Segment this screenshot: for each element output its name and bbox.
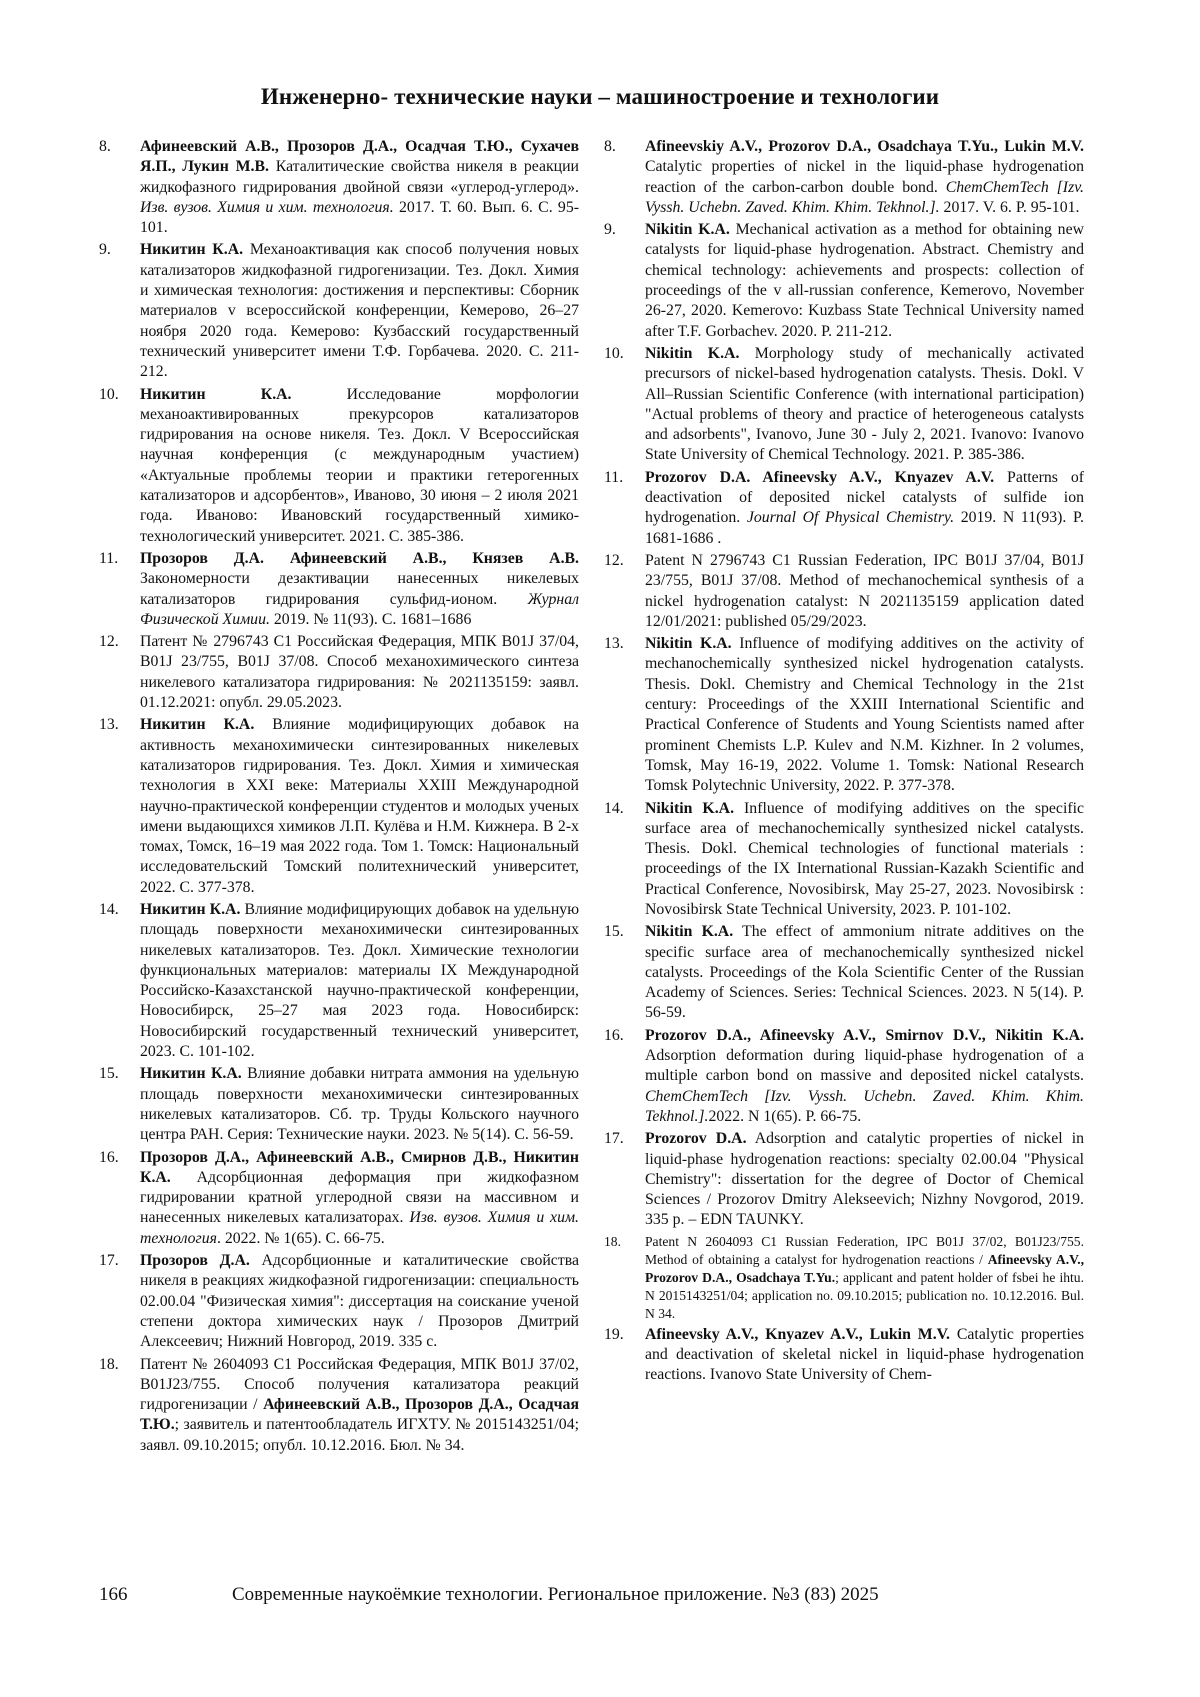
reference-segment: Adsorption deformation during liquid-phase hydrogenation of a multiple carbon bond on massive and deposited nickel catalysts. <box>645 1047 1084 1085</box>
reference-item <box>604 634 1084 796</box>
reference-authors: Nikitin K.A. <box>645 799 735 817</box>
reference-text <box>645 634 1084 796</box>
reference-number: 16. <box>604 1026 624 1044</box>
reference-segment: 2017. Т. 60. Вып. 6. С. 95-101. <box>140 198 579 237</box>
references-column-english <box>604 137 1084 1388</box>
reference-text <box>645 1129 1084 1230</box>
reference-item <box>604 1026 1084 1127</box>
reference-number: 15. <box>99 1065 119 1083</box>
reference-item <box>604 220 1084 342</box>
reference-source: Журнал Физической Химии. <box>140 590 579 628</box>
reference-number: 10. <box>604 344 624 362</box>
reference-text <box>645 137 1084 218</box>
reference-item <box>604 799 1084 921</box>
reference-segment: Адсорбционная деформация при жидкофазном гидрировании кратной углеродной связи на массивном и нанесенных никелевых катализаторах. <box>140 1168 579 1227</box>
reference-text <box>140 632 579 713</box>
journal-title: Современные наукоёмкие технологии. Региональное приложение. №3 (83) 2025 <box>232 1584 879 1605</box>
reference-text <box>645 1325 1084 1386</box>
reference-number: 9. <box>99 241 111 259</box>
reference-text <box>140 240 579 382</box>
reference-authors: Никитин К.А. <box>140 385 292 403</box>
reference-text <box>140 900 579 1062</box>
reference-text <box>140 549 579 630</box>
reference-authors: Nikitin K.A. <box>645 923 734 941</box>
reference-number: 19. <box>604 1325 624 1343</box>
reference-text <box>645 1233 1084 1323</box>
reference-text <box>645 468 1084 549</box>
reference-segment: Patent N 2604093 C1 Russian Federation, IPC B01J 37/02, B01J23/755. Method of obtaining a catalyst for hydrogenation reactions / <box>645 1233 1084 1267</box>
reference-text <box>140 1064 579 1145</box>
reference-number: 12. <box>604 551 624 569</box>
reference-text <box>645 220 1084 342</box>
reference-text <box>645 799 1084 921</box>
reference-item <box>604 344 1084 466</box>
reference-segment: 2019. N 11(93). P. 1681-1686 . <box>645 509 1084 547</box>
reference-segment: . 2022. № 1(65). С. 66-75. <box>216 1229 385 1247</box>
reference-number: 17. <box>99 1252 119 1270</box>
reference-segment: Исследование морфологии механоактивированных прекурсоров катализаторов гидрирования на основе никеля. Тез. Докл. V Всероссийская научная конференция (с международным участием) «Актуальные проблемы теории и практики гетерогенных катализаторов и адсорбентов», Иваново, 30 июня – 2 июля 2021 года. Иваново: Ивановский государственный химико-технологический университет. 2021. С. 385-386. <box>140 385 579 545</box>
reference-segment: Влияние модифицирующих добавок на активность механохимически синтезированных никелевых катализаторов гидрирования. Тез. Докл. Химия и химическая технология в XXI веке: Материалы XXIII Международной научно-практической конференции студентов и молодых ученых имени выдающихся химиков Л.П. Кулёва и Н.М. Кижнера. В 2-х томах, Томск, 16–19 мая 2022 года. Том 1. Томск: Национальный исследовательский Томский политехнический университет, 2022. С. 377-378. <box>140 716 579 896</box>
reference-authors: Афинеевский А.В., Прозоров Д.А., Осадчая Т.Ю. <box>140 1396 579 1434</box>
reference-segment: Influence of modifying additives on the activity of mechanochemically synthesized nickel hydrogenation catalysts. Thesis. Dokl. Chemistry and Chemical Technology in the 21st century: Proceedings of the XXIII International Scientific and Practical Conference of Students and Young Scientists named after prominent Chemists L.P. Kulev and N.M. Kizhner. In 2 volumes, Tomsk, May 16-19, 2022. Volume 1. Tomsk: National Research Tomsk Polytechnic University, 2022. P. 377-378. <box>645 635 1084 795</box>
reference-item <box>604 137 1084 218</box>
reference-segment: Механоактивация как способ получения новых катализаторов жидкофазной гидрогенизации. Тез. Докл. Химия и химическая технология: достижения и перспективы: Сборник материалов v всероссийской конференции, Кемерово, 26–27 ноября 2020 года. Кемерово: Кузбасский государственный технический университет имени Т.Ф. Горбачева. 2020. С. 211-212. <box>140 241 580 381</box>
reference-text <box>140 715 579 898</box>
reference-item <box>604 1129 1084 1230</box>
reference-number: 9. <box>604 221 616 239</box>
reference-text <box>645 1026 1084 1127</box>
reference-item <box>604 551 1084 632</box>
reference-source: Journal Of Physical Chemistry. <box>746 509 955 527</box>
page-number: 166 <box>99 1584 128 1605</box>
reference-segment: Адсорбционные и каталитические свойства никеля в реакциях жидкофазной гидрогенизации: специальность 02.00.04 "Физическая химия": диссертация на соискание ученой степени доктора химических наук / Прозоров Дмитрий Алексеевич; Нижний Новгород, 2019. 335 с. <box>140 1252 579 1351</box>
reference-authors: Никитин К.А. <box>140 900 241 918</box>
reference-authors: Nikitin K.A. <box>645 221 730 239</box>
reference-number: 14. <box>604 799 624 817</box>
reference-authors: Прозоров Д.А. <box>140 1252 250 1270</box>
reference-segment: ; applicant and patent holder of fsbei he ihtu. N 2015143251/04; application no. 09.10.2015; publication no. 10.12.2016. Bul. N 34. <box>645 1269 1084 1321</box>
reference-text <box>645 344 1084 466</box>
reference-item <box>99 137 579 238</box>
reference-authors: Nikitin K.A. <box>645 635 732 653</box>
reference-item <box>604 922 1084 1023</box>
reference-segment: Catalytic properties and deactivation of skeletal nickel in liquid-phase hydrogenation reactions. Ivanovo State University of Chem- <box>645 1325 1084 1384</box>
reference-authors: Никитин К.А. <box>140 716 255 734</box>
reference-text <box>140 1148 579 1249</box>
reference-segment: Каталитические свойства никеля в реакции жидкофазного гидрирования двойной связи «углерод-углерод». <box>140 158 579 196</box>
references-column-russian <box>99 137 579 1458</box>
reference-segment: Влияние добавки нитрата аммония на удельную площадь поверхности механохимически синтезированных никелевых катализаторов. Сб. тр. Труды Кольского научного центра РАН. Серия: Технические науки. 2023. № 5(14). С. 56-59. <box>140 1065 579 1144</box>
reference-number: 18. <box>99 1355 119 1373</box>
reference-authors: Nikitin K.A. <box>645 344 740 362</box>
reference-item <box>99 549 579 630</box>
reference-number: 13. <box>604 635 624 653</box>
reference-number: 18. <box>604 1233 621 1249</box>
reference-item <box>99 1355 579 1456</box>
reference-item <box>99 632 579 713</box>
reference-number: 16. <box>99 1148 119 1166</box>
reference-segment: 2019. № 11(93). С. 1681–1686 <box>269 610 472 628</box>
reference-segment: Патент № 2604093 C1 Российская Федерация, МПК B01J 37/02, B01J23/755. Способ получения катализатора реакций гидрогенизации / <box>140 1355 579 1414</box>
reference-source: ChemChemTech [Izv. Vyssh. Uchebn. Zaved. Khim. Khim. Tekhnol.]. <box>645 178 1085 216</box>
reference-text <box>140 137 579 238</box>
reference-authors: Афинеевский А.В., Прозоров Д.А., Осадчая Т.Ю., Сухачев Я.П., Лукин М.В. <box>140 138 579 176</box>
reference-source: Изв. вузов. Химия и хим. технология. <box>140 198 394 216</box>
reference-segment: Catalytic properties of nickel in the liquid-phase hydrogenation reaction of the carbon-carbon double bond. <box>645 158 1084 196</box>
reference-text <box>645 551 1084 632</box>
reference-authors: Afineevskiy A.V., Prozorov D.A., Osadchaya T.Yu., Lukin M.V. <box>645 138 1084 155</box>
reference-number: 15. <box>604 923 624 941</box>
reference-segment: 2022. N 1(65). P. 66-75. <box>708 1107 862 1125</box>
reference-item <box>99 1251 579 1352</box>
reference-number: 8. <box>604 138 616 155</box>
reference-segment: Mechanical activation as a method for obtaining new catalysts for liquid-phase hydrogenation. Abstract. Chemistry and chemical technology: achievements and prospects: collection of proceedings of the v all-russian conference, Kemerovo, November 26-27, 2020. Kemerovo: Kuzbass State Technical University named after T.F. Gorbachev. 2020. P. 211-212. <box>645 221 1084 340</box>
reference-segment: Influence of modifying additives on the specific surface area of mechanochemically synthesized nickel catalysts. Thesis. Dokl. Chemical technologies of functional materials : proceedings of the IX International Russian-Kazakh Scientific and Practical Conference, Novosibirsk, May 25-27, 2023. Novosibirsk : Novosibirsk State Technical University, 2023. P. 101-102. <box>645 799 1084 918</box>
reference-authors: Прозоров Д.А. Афинеевский А.В., Князев А.В. <box>140 549 579 567</box>
reference-item <box>99 715 579 898</box>
reference-source: Изв. вузов. Химия и хим. технология <box>140 1209 579 1247</box>
reference-text <box>140 1355 579 1456</box>
reference-authors: Afineevsky A.V., Prozorov D.A., Osadchaya T.Yu. <box>645 1251 1084 1285</box>
reference-text <box>140 1251 579 1352</box>
reference-item <box>99 240 579 382</box>
reference-segment: ; заявитель и патентообладатель ИГХТУ. № 2015143251/04; заявл. 09.10.2015; опубл. 10.12.2016. Бюл. № 34. <box>140 1416 579 1454</box>
reference-segment: Влияние модифицирующих добавок на удельную площадь поверхности механохимически синтезированных никелевых катализаторов. Тез. Докл. Химические технологии функциональных материалов: материалы IX Международной Российско-Казахстанской научно-практической конференции, Новосибирск, 25–27 мая 2023 года. Новосибирск: Новосибирский государственный технический университет, 2023. С. 101-102. <box>140 900 579 1061</box>
reference-authors: Никитин К.А. <box>140 1065 242 1083</box>
reference-authors: Прозоров Д.А., Афинеевский А.В., Смирнов Д.В., Никитин К.А. <box>140 1148 579 1186</box>
reference-text <box>140 385 579 547</box>
reference-segment: Patterns of deactivation of deposited nickel catalysts of sulfide ion hydrogenation. <box>645 468 1085 527</box>
reference-number: 8. <box>99 138 111 155</box>
reference-segment: Патент № 2796743 C1 Российская Федерация, МПК B01J 37/04, B01J 23/755, B01J 37/08. Способ механохимического синтеза никелевого катализатора гидрирования: № 2021135159: заявл. 01.12.2021: опубл. 29.05.2023. <box>140 633 579 712</box>
reference-item <box>99 1148 579 1249</box>
reference-segment: Adsorption and catalytic properties of nickel in liquid-phase hydrogenation reactions: specialty 02.00.04 "Physical Chemistry": dissertation for the degree of Doctor of Chemical Sciences / Prozorov Dmitry Alekseevich; Nizhny Novgorod, 2019. 335 p. – EDN TAUNKY. <box>645 1130 1084 1229</box>
reference-authors: Prozorov D.A., Afineevsky A.V., Smirnov D.V., Nikitin K.A. <box>645 1026 1084 1044</box>
reference-number: 10. <box>99 385 119 403</box>
reference-number: 11. <box>99 549 119 567</box>
reference-segment: Patent N 2796743 C1 Russian Federation, IPC B01J 37/04, B01J 23/755, B01J 37/08. Method of mechanochemical synthesis of a nickel hydrogenation catalyst: N 2021135159 application dated 12/01/2021: published 05/29/2023. <box>645 551 1084 630</box>
reference-number: 13. <box>99 716 119 734</box>
reference-authors: Prozorov D.A. <box>645 1130 747 1148</box>
reference-segment: The effect of ammonium nitrate additives on the specific surface area of mechanochemically synthesized nickel catalysts. Proceedings of the Kola Scientific Center of the Russian Academy of Sciences. Series: Technical Sciences. 2023. N 5(14). P. 56-59. <box>645 923 1084 1022</box>
reference-source: ChemChemTech [Izv. Vyssh. Uchebn. Zaved. Khim. Khim. Tekhnol.]. <box>645 1087 1084 1125</box>
reference-text <box>645 922 1084 1023</box>
reference-item <box>604 1233 1084 1323</box>
reference-number: 17. <box>604 1130 624 1148</box>
reference-authors: Никитин К.А. <box>140 241 244 259</box>
reference-authors: Prozorov D.A. Afineevsky A.V., Knyazev A.V. <box>645 468 995 486</box>
reference-segment: Закономерности дезактивации нанесенных никелевых катализаторов гидрирования сульфид-ионом. <box>140 570 579 608</box>
reference-item <box>99 1064 579 1145</box>
reference-authors: Afineevsky A.V., Knyazev A.V., Lukin M.V. <box>645 1325 950 1343</box>
reference-segment: Morphology study of mechanically activated precursors of nickel-based hydrogenation catalysts. Thesis. Dokl. V All–Russian Scientific Conference (with international participation) "Actual problems of theory and practice of heterogeneous catalysts and adsorbents", Ivanovo, June 30 - July 2, 2021. Ivanovo: Ivanovo State University of Chemical Technology. 2021. P. 385-386. <box>645 344 1084 464</box>
reference-item <box>604 1325 1084 1386</box>
reference-number: 12. <box>99 633 119 651</box>
reference-item <box>604 468 1084 549</box>
reference-number: 11. <box>604 468 624 486</box>
reference-number: 14. <box>99 900 119 918</box>
running-header: Инженерно- технические науки – машиностроение и технологии <box>260 84 940 109</box>
reference-item <box>99 900 579 1062</box>
reference-segment: 2017. V. 6. P. 95-101. <box>939 198 1080 216</box>
reference-item <box>99 385 579 547</box>
